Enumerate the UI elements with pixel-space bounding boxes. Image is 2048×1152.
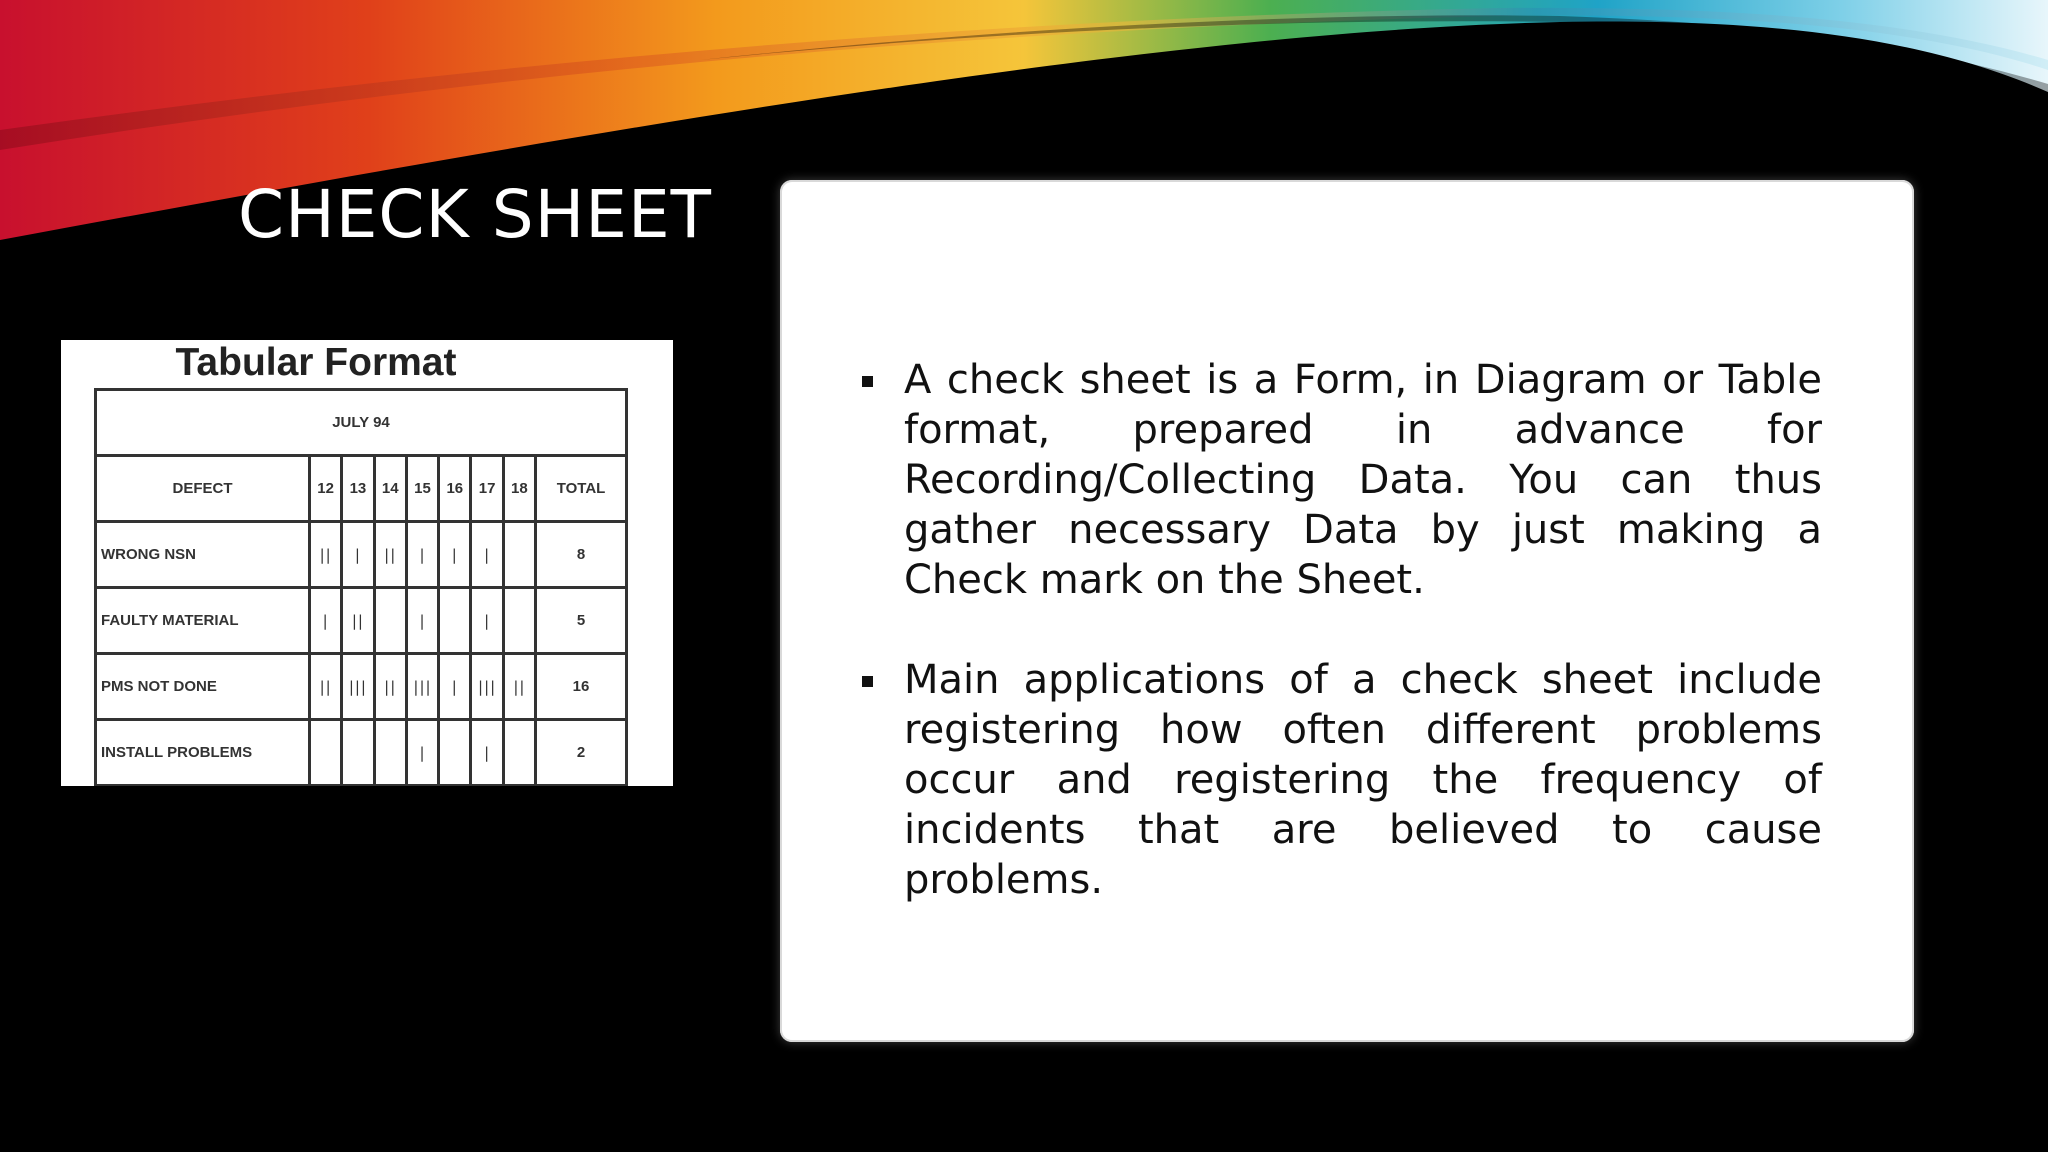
column-header: 15: [406, 456, 438, 522]
tally-cell: |||: [471, 654, 503, 720]
tally-cell: |: [342, 522, 374, 588]
check-sheet-table: [94, 388, 628, 786]
tally-cell: |: [439, 522, 471, 588]
tally-cell: [374, 720, 406, 786]
defect-cell: INSTALL PROBLEMS: [96, 720, 310, 786]
tally-cell: [309, 720, 341, 786]
column-header: 13: [342, 456, 374, 522]
defect-cell: FAULTY MATERIAL: [96, 588, 310, 654]
defect-cell: PMS NOT DONE: [96, 654, 310, 720]
tally-cell: ||: [309, 654, 341, 720]
tally-cell: |: [406, 720, 438, 786]
column-header: 12: [309, 456, 341, 522]
table-row: [96, 522, 627, 588]
defect-cell: WRONG NSN: [96, 522, 310, 588]
tally-cell: |: [471, 522, 503, 588]
tally-cell: |||: [406, 654, 438, 720]
tally-cell: |: [471, 588, 503, 654]
tally-cell: |: [309, 588, 341, 654]
tally-cell: ||: [374, 522, 406, 588]
column-header: 14: [374, 456, 406, 522]
tally-cell: [439, 720, 471, 786]
total-cell: 16: [536, 654, 627, 720]
bullet-item: [862, 655, 1822, 905]
bullet-list: [862, 355, 1822, 955]
column-header: 18: [503, 456, 535, 522]
total-cell: 8: [536, 522, 627, 588]
column-header: 16: [439, 456, 471, 522]
tally-cell: ||: [503, 654, 535, 720]
slide-title: CHECK SHEET: [238, 176, 712, 253]
table-row: [96, 588, 627, 654]
tally-cell: |: [406, 522, 438, 588]
check-sheet-table-image: [61, 340, 673, 786]
month-cell: JULY 94: [96, 390, 627, 456]
tally-cell: |: [471, 720, 503, 786]
tally-cell: |: [406, 588, 438, 654]
tally-cell: ||: [374, 654, 406, 720]
tally-cell: [503, 522, 535, 588]
tally-cell: [503, 720, 535, 786]
bullet-text: A check sheet is a Form, in Diagram or Table format, prepared in advance for Recording/Collecting Data. You can thus gather necessary Data by just making a Check mark on the Sheet.: [904, 357, 1822, 603]
tally-cell: [503, 588, 535, 654]
bullet-text: Main applications of a check sheet include registering how often different problems occur and registering the frequency of incidents that are believed to cause problems.: [904, 657, 1822, 903]
header-row: [96, 456, 627, 522]
column-header: DEFECT: [96, 456, 310, 522]
column-header: 17: [471, 456, 503, 522]
table-row: [96, 654, 627, 720]
total-cell: 5: [536, 588, 627, 654]
tally-cell: ||: [342, 588, 374, 654]
tally-cell: [374, 588, 406, 654]
total-cell: 2: [536, 720, 627, 786]
tally-cell: |: [439, 654, 471, 720]
column-header: TOTAL: [536, 456, 627, 522]
content-panel: [780, 180, 1914, 1042]
table-row: [96, 720, 627, 786]
bullet-item: [862, 355, 1822, 605]
square-bullet-icon: [862, 376, 873, 387]
tally-cell: [439, 588, 471, 654]
table-heading: Tabular Format: [175, 341, 457, 384]
tally-cell: ||: [309, 522, 341, 588]
tally-cell: [342, 720, 374, 786]
square-bullet-icon: [862, 676, 873, 687]
tally-cell: |||: [342, 654, 374, 720]
